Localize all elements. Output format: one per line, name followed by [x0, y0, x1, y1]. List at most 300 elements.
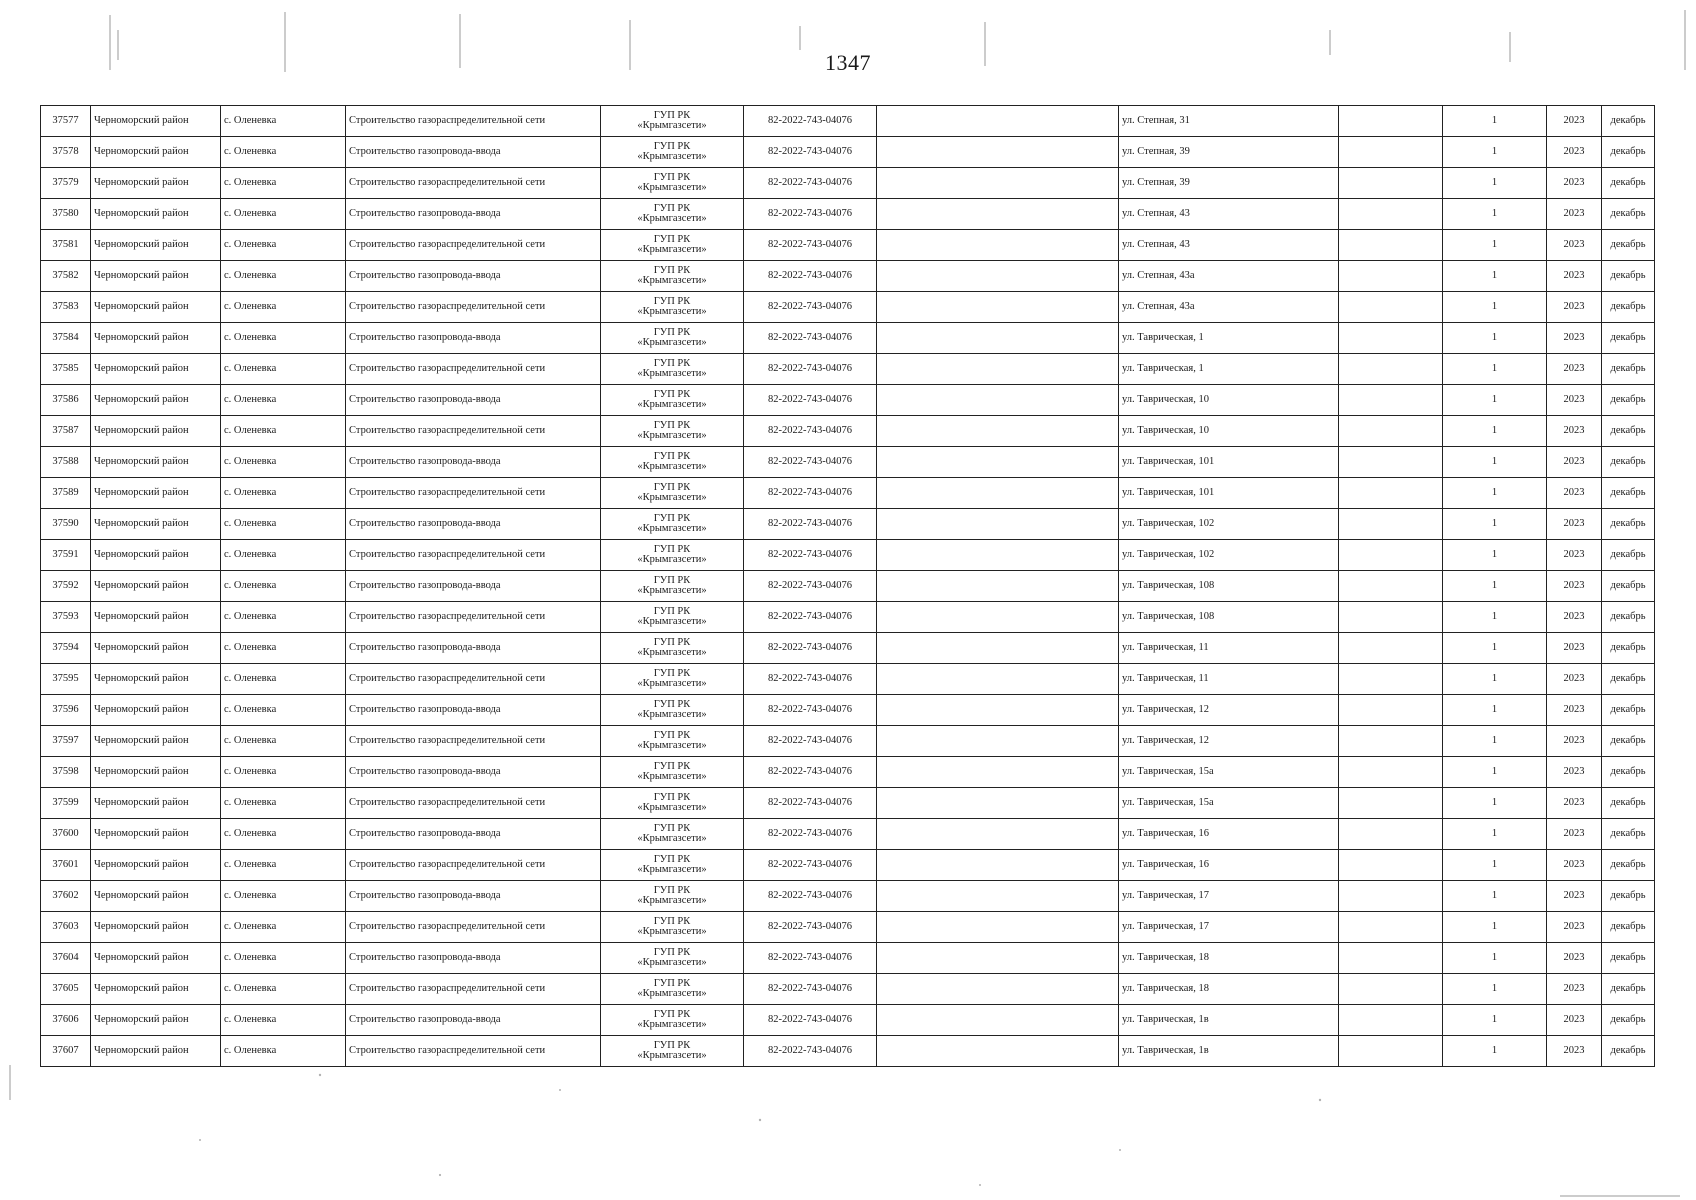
quantity-cell: 1 [1443, 106, 1547, 137]
table-row [41, 571, 1655, 602]
empty-cell [877, 509, 1119, 540]
code-cell: 82-2022-743-04076 [744, 447, 877, 478]
empty-cell [877, 912, 1119, 943]
row-number: 37604 [41, 943, 91, 974]
address-cell: ул. Степная, 43а [1119, 261, 1339, 292]
address-cell: ул. Таврическая, 1 [1119, 323, 1339, 354]
code-cell: 82-2022-743-04076 [744, 106, 877, 137]
empty-cell [1339, 385, 1443, 416]
district-cell: Черноморский район [91, 943, 221, 974]
village-cell: с. Оленевка [221, 571, 346, 602]
year-cell: 2023 [1547, 137, 1602, 168]
empty-cell [1339, 199, 1443, 230]
table-row [41, 1036, 1655, 1067]
organization-subname: «Крымгазсети» [637, 1050, 707, 1061]
table-row [41, 261, 1655, 292]
month-cell: декабрь [1602, 571, 1655, 602]
district-cell: Черноморский район [91, 912, 221, 943]
village-cell: с. Оленевка [221, 1036, 346, 1067]
village-cell: с. Оленевка [221, 788, 346, 819]
district-cell: Черноморский район [91, 974, 221, 1005]
year-cell: 2023 [1547, 261, 1602, 292]
organization-subname: «Крымгазсети» [637, 585, 707, 596]
organization-name: ГУП РК [653, 234, 691, 245]
district-cell: Черноморский район [91, 788, 221, 819]
district-cell: Черноморский район [91, 571, 221, 602]
empty-cell [1339, 447, 1443, 478]
month-cell: декабрь [1602, 788, 1655, 819]
work-type-cell: Строительство газораспределительной сети [346, 478, 601, 509]
year-cell: 2023 [1547, 974, 1602, 1005]
code-cell: 82-2022-743-04076 [744, 323, 877, 354]
empty-cell [877, 385, 1119, 416]
empty-cell [1339, 106, 1443, 137]
work-type-cell: Строительство газораспределительной сети [346, 416, 601, 447]
empty-cell [1339, 323, 1443, 354]
row-number: 37595 [41, 664, 91, 695]
month-cell: декабрь [1602, 633, 1655, 664]
village-cell: с. Оленевка [221, 819, 346, 850]
table-row [41, 695, 1655, 726]
organization-cell [601, 323, 744, 354]
address-cell: ул. Таврическая, 12 [1119, 695, 1339, 726]
quantity-cell: 1 [1443, 1005, 1547, 1036]
organization-subname: «Крымгазсети» [637, 740, 707, 751]
organization-cell [601, 912, 744, 943]
organization-name: ГУП РК [653, 885, 691, 896]
organization-name: ГУП РК [653, 420, 691, 431]
quantity-cell: 1 [1443, 261, 1547, 292]
year-cell: 2023 [1547, 385, 1602, 416]
empty-cell [877, 168, 1119, 199]
village-cell: с. Оленевка [221, 757, 346, 788]
organization-subname: «Крымгазсети» [637, 337, 707, 348]
organization-cell [601, 757, 744, 788]
table-row [41, 819, 1655, 850]
work-type-cell: Строительство газораспределительной сети [346, 168, 601, 199]
organization-cell [601, 509, 744, 540]
month-cell: декабрь [1602, 323, 1655, 354]
work-type-cell: Строительство газопровода-ввода [346, 385, 601, 416]
organization-cell [601, 416, 744, 447]
empty-cell [877, 106, 1119, 137]
month-cell: декабрь [1602, 819, 1655, 850]
village-cell: с. Оленевка [221, 664, 346, 695]
table-row [41, 416, 1655, 447]
empty-cell [1339, 912, 1443, 943]
row-number: 37596 [41, 695, 91, 726]
year-cell: 2023 [1547, 168, 1602, 199]
organization-cell [601, 1036, 744, 1067]
table-row [41, 199, 1655, 230]
empty-cell [1339, 757, 1443, 788]
year-cell: 2023 [1547, 106, 1602, 137]
row-number: 37591 [41, 540, 91, 571]
empty-cell [877, 354, 1119, 385]
work-type-cell: Строительство газопровода-ввода [346, 447, 601, 478]
work-type-cell: Строительство газораспределительной сети [346, 106, 601, 137]
organization-cell [601, 292, 744, 323]
district-cell: Черноморский район [91, 1005, 221, 1036]
empty-cell [877, 199, 1119, 230]
village-cell: с. Оленевка [221, 881, 346, 912]
village-cell: с. Оленевка [221, 106, 346, 137]
quantity-cell: 1 [1443, 974, 1547, 1005]
empty-cell [877, 416, 1119, 447]
village-cell: с. Оленевка [221, 199, 346, 230]
district-cell: Черноморский район [91, 323, 221, 354]
empty-cell [877, 788, 1119, 819]
year-cell: 2023 [1547, 230, 1602, 261]
organization-name: ГУП РК [653, 854, 691, 865]
organization-cell [601, 261, 744, 292]
code-cell: 82-2022-743-04076 [744, 478, 877, 509]
organization-cell [601, 943, 744, 974]
district-cell: Черноморский район [91, 292, 221, 323]
year-cell: 2023 [1547, 478, 1602, 509]
address-cell: ул. Таврическая, 15а [1119, 757, 1339, 788]
month-cell: декабрь [1602, 540, 1655, 571]
empty-cell [877, 230, 1119, 261]
organization-subname: «Крымгазсети» [637, 182, 707, 193]
village-cell: с. Оленевка [221, 168, 346, 199]
organization-subname: «Крымгазсети» [637, 647, 707, 658]
empty-cell [1339, 354, 1443, 385]
organization-cell [601, 106, 744, 137]
address-cell: ул. Таврическая, 108 [1119, 602, 1339, 633]
table-row [41, 323, 1655, 354]
organization-name: ГУП РК [653, 699, 691, 710]
district-cell: Черноморский район [91, 261, 221, 292]
organization-subname: «Крымгазсети» [637, 709, 707, 720]
quantity-cell: 1 [1443, 292, 1547, 323]
table-row [41, 540, 1655, 571]
work-type-cell: Строительство газораспределительной сети [346, 230, 601, 261]
row-number: 37606 [41, 1005, 91, 1036]
table-row [41, 354, 1655, 385]
work-type-cell: Строительство газораспределительной сети [346, 292, 601, 323]
organization-name: ГУП РК [653, 1009, 691, 1020]
village-cell: с. Оленевка [221, 912, 346, 943]
quantity-cell: 1 [1443, 819, 1547, 850]
district-cell: Черноморский район [91, 447, 221, 478]
organization-name: ГУП РК [653, 172, 691, 183]
quantity-cell: 1 [1443, 664, 1547, 695]
year-cell: 2023 [1547, 571, 1602, 602]
code-cell: 82-2022-743-04076 [744, 385, 877, 416]
quantity-cell: 1 [1443, 509, 1547, 540]
month-cell: декабрь [1602, 230, 1655, 261]
organization-subname: «Крымгазсети» [637, 1019, 707, 1030]
organization-name: ГУП РК [653, 265, 691, 276]
empty-cell [1339, 1036, 1443, 1067]
row-number: 37580 [41, 199, 91, 230]
code-cell: 82-2022-743-04076 [744, 943, 877, 974]
organization-subname: «Крымгазсети» [637, 399, 707, 410]
district-cell: Черноморский район [91, 726, 221, 757]
district-cell: Черноморский район [91, 230, 221, 261]
empty-cell [877, 850, 1119, 881]
year-cell: 2023 [1547, 695, 1602, 726]
year-cell: 2023 [1547, 292, 1602, 323]
page-number: 1347 [825, 50, 871, 75]
quantity-cell: 1 [1443, 695, 1547, 726]
table-row [41, 664, 1655, 695]
district-cell: Черноморский район [91, 664, 221, 695]
address-cell: ул. Таврическая, 1 [1119, 354, 1339, 385]
work-type-cell: Строительство газопровода-ввода [346, 323, 601, 354]
village-cell: с. Оленевка [221, 633, 346, 664]
quantity-cell: 1 [1443, 757, 1547, 788]
empty-cell [877, 292, 1119, 323]
organization-subname: «Крымгазсети» [637, 554, 707, 565]
code-cell: 82-2022-743-04076 [744, 881, 877, 912]
code-cell: 82-2022-743-04076 [744, 602, 877, 633]
row-number: 37589 [41, 478, 91, 509]
organization-cell [601, 199, 744, 230]
table-row [41, 292, 1655, 323]
organization-cell [601, 602, 744, 633]
district-cell: Черноморский район [91, 1036, 221, 1067]
district-cell: Черноморский район [91, 602, 221, 633]
empty-cell [877, 943, 1119, 974]
year-cell: 2023 [1547, 726, 1602, 757]
month-cell: декабрь [1602, 912, 1655, 943]
district-cell: Черноморский район [91, 416, 221, 447]
code-cell: 82-2022-743-04076 [744, 850, 877, 881]
table-row [41, 168, 1655, 199]
code-cell: 82-2022-743-04076 [744, 571, 877, 602]
month-cell: декабрь [1602, 292, 1655, 323]
year-cell: 2023 [1547, 447, 1602, 478]
empty-cell [877, 478, 1119, 509]
organization-subname: «Крымгазсети» [637, 213, 707, 224]
code-cell: 82-2022-743-04076 [744, 168, 877, 199]
month-cell: декабрь [1602, 261, 1655, 292]
month-cell: декабрь [1602, 757, 1655, 788]
table-row [41, 881, 1655, 912]
address-cell: ул. Таврическая, 18 [1119, 943, 1339, 974]
month-cell: декабрь [1602, 509, 1655, 540]
month-cell: декабрь [1602, 416, 1655, 447]
work-type-cell: Строительство газораспределительной сети [346, 354, 601, 385]
district-cell: Черноморский район [91, 850, 221, 881]
row-number: 37600 [41, 819, 91, 850]
quantity-cell: 1 [1443, 602, 1547, 633]
village-cell: с. Оленевка [221, 1005, 346, 1036]
table-row [41, 385, 1655, 416]
organization-name: ГУП РК [653, 513, 691, 524]
year-cell: 2023 [1547, 664, 1602, 695]
organization-name: ГУП РК [653, 203, 691, 214]
code-cell: 82-2022-743-04076 [744, 974, 877, 1005]
village-cell: с. Оленевка [221, 943, 346, 974]
organization-name: ГУП РК [653, 916, 691, 927]
table-row [41, 633, 1655, 664]
organization-name: ГУП РК [653, 482, 691, 493]
empty-cell [1339, 602, 1443, 633]
organization-cell [601, 664, 744, 695]
work-type-cell: Строительство газораспределительной сети [346, 726, 601, 757]
organization-subname: «Крымгазсети» [637, 120, 707, 131]
quantity-cell: 1 [1443, 168, 1547, 199]
quantity-cell: 1 [1443, 416, 1547, 447]
empty-cell [877, 137, 1119, 168]
empty-cell [877, 571, 1119, 602]
village-cell: с. Оленевка [221, 261, 346, 292]
organization-cell [601, 385, 744, 416]
row-number: 37603 [41, 912, 91, 943]
empty-cell [1339, 633, 1443, 664]
district-cell: Черноморский район [91, 478, 221, 509]
month-cell: декабрь [1602, 137, 1655, 168]
district-cell: Черноморский район [91, 819, 221, 850]
organization-cell [601, 137, 744, 168]
month-cell: декабрь [1602, 1036, 1655, 1067]
quantity-cell: 1 [1443, 540, 1547, 571]
year-cell: 2023 [1547, 416, 1602, 447]
address-cell: ул. Степная, 43 [1119, 199, 1339, 230]
month-cell: декабрь [1602, 385, 1655, 416]
quantity-cell: 1 [1443, 943, 1547, 974]
month-cell: декабрь [1602, 478, 1655, 509]
year-cell: 2023 [1547, 788, 1602, 819]
organization-cell [601, 1005, 744, 1036]
work-type-cell: Строительство газопровода-ввода [346, 261, 601, 292]
organization-name: ГУП РК [653, 389, 691, 400]
work-type-cell: Строительство газопровода-ввода [346, 633, 601, 664]
year-cell: 2023 [1547, 1005, 1602, 1036]
organization-name: ГУП РК [653, 451, 691, 462]
quantity-cell: 1 [1443, 137, 1547, 168]
empty-cell [1339, 571, 1443, 602]
district-cell: Черноморский район [91, 137, 221, 168]
address-cell: ул. Таврическая, 11 [1119, 664, 1339, 695]
month-cell: декабрь [1602, 447, 1655, 478]
organization-name: ГУП РК [653, 730, 691, 741]
organization-subname: «Крымгазсети» [637, 957, 707, 968]
organization-subname: «Крымгазсети» [637, 988, 707, 999]
code-cell: 82-2022-743-04076 [744, 1005, 877, 1036]
quantity-cell: 1 [1443, 788, 1547, 819]
work-type-cell: Строительство газораспределительной сети [346, 540, 601, 571]
village-cell: с. Оленевка [221, 974, 346, 1005]
row-number: 37579 [41, 168, 91, 199]
row-number: 37590 [41, 509, 91, 540]
row-number: 37577 [41, 106, 91, 137]
code-cell: 82-2022-743-04076 [744, 695, 877, 726]
village-cell: с. Оленевка [221, 478, 346, 509]
address-cell: ул. Таврическая, 17 [1119, 912, 1339, 943]
organization-name: ГУП РК [653, 947, 691, 958]
month-cell: декабрь [1602, 602, 1655, 633]
organization-cell [601, 478, 744, 509]
work-type-cell: Строительство газопровода-ввода [346, 695, 601, 726]
organization-name: ГУП РК [653, 327, 691, 338]
table-row [41, 726, 1655, 757]
organization-name: ГУП РК [653, 792, 691, 803]
address-cell: ул. Таврическая, 102 [1119, 540, 1339, 571]
quantity-cell: 1 [1443, 881, 1547, 912]
district-cell: Черноморский район [91, 199, 221, 230]
organization-name: ГУП РК [653, 575, 691, 586]
village-cell: с. Оленевка [221, 323, 346, 354]
work-type-cell: Строительство газопровода-ввода [346, 881, 601, 912]
work-type-cell: Строительство газопровода-ввода [346, 943, 601, 974]
village-cell: с. Оленевка [221, 695, 346, 726]
year-cell: 2023 [1547, 819, 1602, 850]
district-cell: Черноморский район [91, 509, 221, 540]
year-cell: 2023 [1547, 509, 1602, 540]
organization-subname: «Крымгазсети» [637, 492, 707, 503]
empty-cell [877, 726, 1119, 757]
quantity-cell: 1 [1443, 1036, 1547, 1067]
empty-cell [1339, 850, 1443, 881]
organization-subname: «Крымгазсети» [637, 151, 707, 162]
code-cell: 82-2022-743-04076 [744, 819, 877, 850]
code-cell: 82-2022-743-04076 [744, 788, 877, 819]
year-cell: 2023 [1547, 757, 1602, 788]
organization-subname: «Крымгазсети» [637, 864, 707, 875]
organization-name: ГУП РК [653, 823, 691, 834]
row-number: 37602 [41, 881, 91, 912]
organization-cell [601, 571, 744, 602]
work-type-cell: Строительство газораспределительной сети [346, 788, 601, 819]
work-type-cell: Строительство газораспределительной сети [346, 912, 601, 943]
work-type-cell: Строительство газопровода-ввода [346, 199, 601, 230]
empty-cell [877, 695, 1119, 726]
quantity-cell: 1 [1443, 447, 1547, 478]
village-cell: с. Оленевка [221, 540, 346, 571]
row-number: 37578 [41, 137, 91, 168]
district-cell: Черноморский район [91, 881, 221, 912]
month-cell: декабрь [1602, 695, 1655, 726]
empty-cell [1339, 1005, 1443, 1036]
address-cell: ул. Таврическая, 10 [1119, 416, 1339, 447]
work-type-cell: Строительство газопровода-ввода [346, 1005, 601, 1036]
empty-cell [877, 540, 1119, 571]
village-cell: с. Оленевка [221, 292, 346, 323]
row-number: 37605 [41, 974, 91, 1005]
organization-cell [601, 540, 744, 571]
village-cell: с. Оленевка [221, 385, 346, 416]
address-cell: ул. Таврическая, 15а [1119, 788, 1339, 819]
row-number: 37582 [41, 261, 91, 292]
district-cell: Черноморский район [91, 695, 221, 726]
district-cell: Черноморский район [91, 633, 221, 664]
month-cell: декабрь [1602, 106, 1655, 137]
organization-subname: «Крымгазсети» [637, 926, 707, 937]
table-row [41, 509, 1655, 540]
table-row [41, 1005, 1655, 1036]
empty-cell [877, 602, 1119, 633]
year-cell: 2023 [1547, 881, 1602, 912]
district-cell: Черноморский район [91, 106, 221, 137]
organization-cell [601, 168, 744, 199]
organization-subname: «Крымгазсети» [637, 678, 707, 689]
code-cell: 82-2022-743-04076 [744, 416, 877, 447]
quantity-cell: 1 [1443, 385, 1547, 416]
work-type-cell: Строительство газопровода-ввода [346, 137, 601, 168]
row-number: 37592 [41, 571, 91, 602]
empty-cell [877, 1005, 1119, 1036]
month-cell: декабрь [1602, 199, 1655, 230]
code-cell: 82-2022-743-04076 [744, 261, 877, 292]
empty-cell [877, 664, 1119, 695]
month-cell: декабрь [1602, 943, 1655, 974]
organization-subname: «Крымгазсети» [637, 802, 707, 813]
code-cell: 82-2022-743-04076 [744, 292, 877, 323]
